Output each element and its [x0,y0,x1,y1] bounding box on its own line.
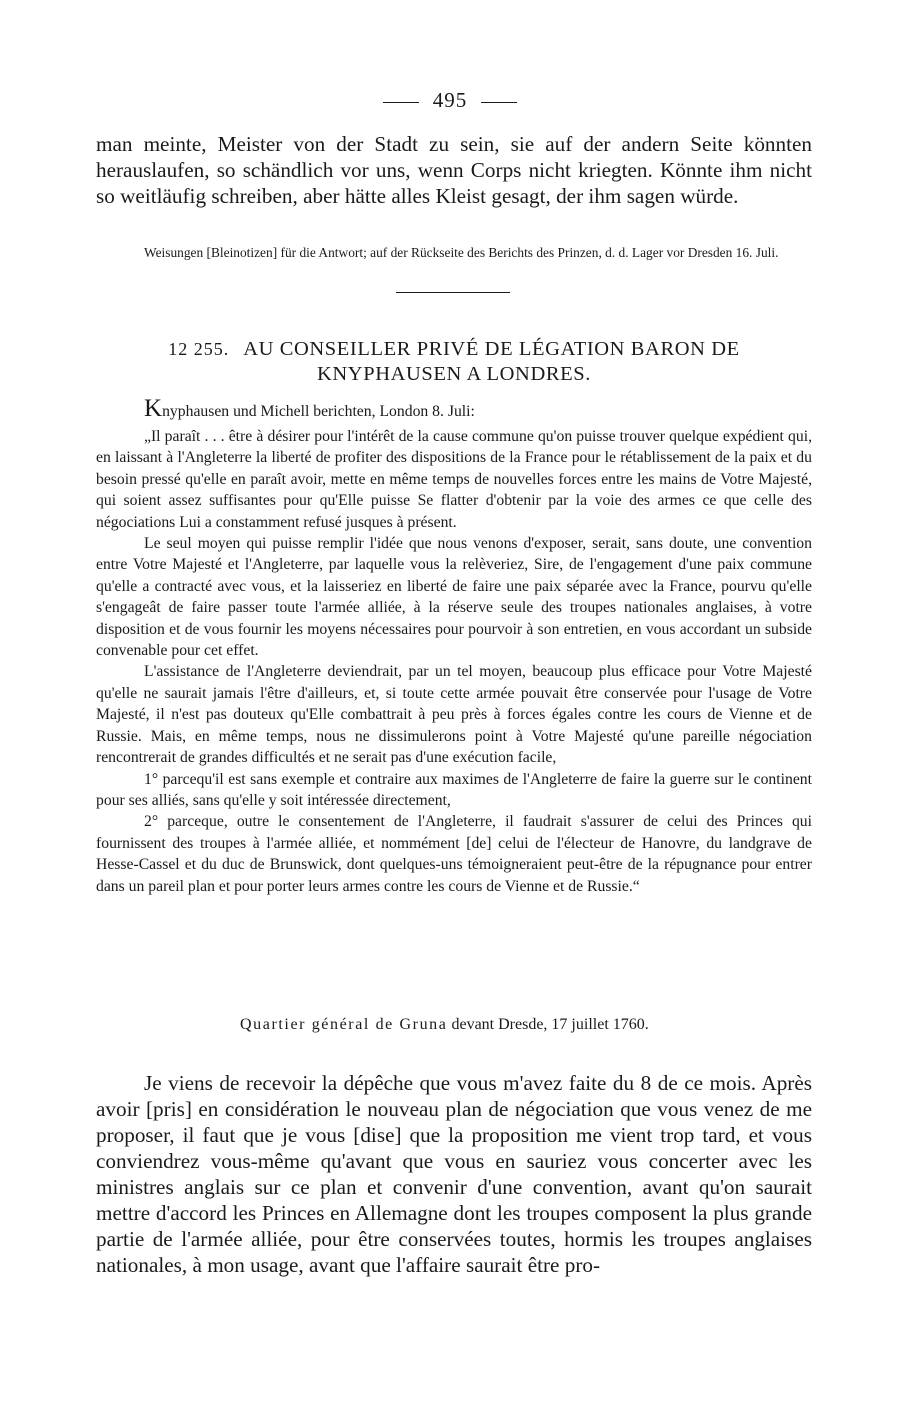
page-header [0,88,900,113]
source-note: Weisungen [Bleinotizen] für die Antwort; auf der Rückseite des Berichts des Prinzen, d. d. Lager vor Dresden 16. Juli. [144,245,779,260]
quoted-report [96,426,812,897]
quote-paragraph-2: Le seul moyen qui puisse remplir l'idée que nous venons d'exposer, serait, sans doute, une convention entre Votre Majesté et l'Angleterre, par laquelle vous la relèveriez, Sire, de l'engagement d'une paix commune qu'elle a contracté avec vous, et la laisseriez en liberté de faire une paix séparée avec la France, pourvu qu'elle s'engageât de faire passer toute l'armée alliée, à la réserve seule des troupes nationales anglaises, à votre disposition et de vous fournir les moyens nécessaires pour pourvoir à son entretien, en vous accordant un subside convenable pour cet effet. [96,535,812,660]
letter-title: AU CONSEILLER PRIVÉ DE LÉGATION BARON DE KNYPHAUSEN A LONDRES. [243,338,740,385]
continuation-paragraph: man meinte, Meister von der Stadt zu sein, sie auf der andern Seite könnten herauslaufen, so schändlich vor uns, wenn Corps nicht kriegten. Könnte ihm nicht so weitläufig schreiben, aber hätte alles Kleist gesagt, der ihm sagen würde. [96,132,812,208]
quote-paragraph-5: 2° parceque, outre le consentement de l'Angleterre, il faudrait s'assurer de celui des Princes qui fournissent des troupes à l'armée alliée, et nommément [de] celui de l'électeur de Hanovre, du landgrave de Hesse-Cassel et du duc de Brunswick, dont quelques-uns témoigneraient peut-être de la répugnance pour entrer dans un pareil plan et pour porter leurs armes contre les cours de Vienne et de Russie.“ [96,813,812,895]
intro-initial: K [144,395,163,422]
dateline-place: Quartier général de Gruna [240,1016,448,1033]
letter-heading [96,337,812,387]
page-number: 495 [432,88,468,112]
source-note-block [96,245,812,262]
header-dash-right [481,102,517,103]
letter-number: 12 255. [168,339,230,359]
continuation-block [96,131,812,209]
header-dash-left [383,102,419,103]
dateline-date: devant Dresde, 17 juillet 1760. [451,1016,649,1033]
letter-body-block [96,1070,812,1278]
intro-block [96,395,812,423]
letter-body: Je viens de recevoir la dépêche que vous m'avez faite du 8 de ce mois. Après avoir [pris] en considération le nouveau plan de négociation que vous venez de me proposer, il faut que je vous [dise] que la proposition me vient trop tard, et vous conviendrez vous-même qu'avant que vous en sauriez vous concerter avec les ministres anglais sur ce plan et convenir d'une convention, avant qu'on saurait mettre d'accord les Princes en Allemagne dont les troupes composent la plus grande partie de l'armée alliée, pour être conservées toutes, hormis les troupes anglaises nationales, à mon usage, avant que l'affaire saurait être pro- [96,1071,812,1277]
quote-paragraph-4: 1° parcequ'il est sans exemple et contraire aux maximes de l'Angleterre de faire la guerre sur le continent pour ses alliés, sans qu'elle y soit intéressée directement, [96,770,812,809]
section-divider [396,292,510,293]
quote-paragraph-3: L'assistance de l'Angleterre deviendrait, par un tel moyen, beaucoup plus efficace pour Votre Majesté qu'elle ne saurait jamais l'être d'ailleurs, et, si toute cette armée pouvait être conservée pour l'usage de Votre Majesté, il n'est pas douteux qu'Elle combattrait à peu près à forces égales contre les cours de Vienne et de Russie. Mais, en même temps, nous ne dissimulerons point à Votre Majesté qu'une pareille négociation rencontrerait de grandes difficultés et ne serait pas d'une exécution facile, [96,663,812,767]
intro-text: nyphausen und Michell berichten, London 8. Juli: [162,403,475,420]
intro-line [96,395,812,423]
dateline [240,1014,649,1036]
quote-paragraph-1: „Il paraît . . . être à désirer pour l'intérêt de la cause commune qu'on puisse trouver quelque expédient qui, en laissant à l'Angleterre la liberté de profiter des dispositions de la France pour le rétablissement de la paix et du besoin pressé qu'elle en paraît avoir, mette en même temps de nouvelles forces entre les mains de Votre Majesté, qui soient assez suffisantes pour qu'Elle puisse Se flatter d'obtenir par la voie des armes ce que celle des négociations Lui a constamment refusé jusques à présent. [96,428,812,531]
